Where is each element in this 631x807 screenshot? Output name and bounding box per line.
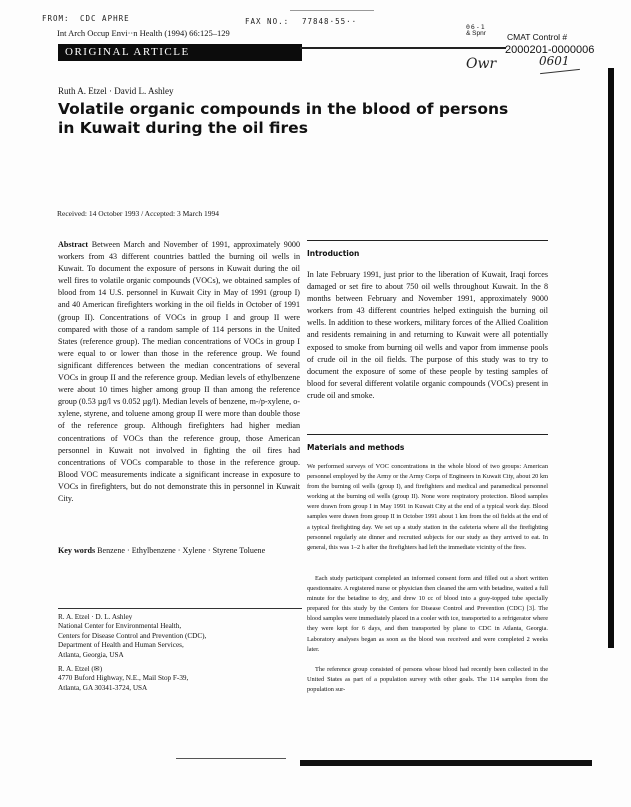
section-banner-label: ORIGINAL ARTICLE xyxy=(65,46,190,58)
keywords-text: Benzene · Ethylbenzene · Xylene · Styrene Toluene xyxy=(97,546,266,555)
journal-citation: Int Arch Occup Envi··n Health (1994) 66:125–129 xyxy=(57,28,230,38)
affiliation-line: Centers for Disease Control and Prevention (CDC), xyxy=(58,631,207,640)
article-authors: Ruth A. Etzel · David L. Ashley xyxy=(58,86,174,96)
scan-edge-bar xyxy=(608,68,614,648)
handwritten-note-left: Owr xyxy=(466,56,497,72)
cmat-control-number: 2000201-0000006 xyxy=(505,44,595,56)
correspondence-line: 4770 Buford Highway, N.E., Mail Stop F-39, xyxy=(58,674,189,683)
fax-number-label: FAX NO.: xyxy=(245,17,290,26)
section-banner xyxy=(58,44,302,61)
affiliation-line: Department of Health and Human Services, xyxy=(58,641,184,650)
fax-number-value: 77848·55·· xyxy=(302,17,358,26)
cmat-control-label: CMAT Control # xyxy=(507,32,568,42)
fax-stamp-line1: 06-1 xyxy=(466,23,486,31)
bottom-scan-bar xyxy=(300,757,592,766)
introduction-heading: Introduction xyxy=(307,249,360,258)
article-title: Volatile organic compounds in the blood of persons in Kuwait during the oil fires xyxy=(58,100,509,137)
correspondence-line: R. A. Etzel (✉) xyxy=(58,665,103,674)
article-received-date: Received: 14 October 1993 / Accepted: 3 March 1994 xyxy=(57,209,220,218)
affiliation-line: R. A. Etzel · D. L. Ashley xyxy=(58,613,133,621)
methods-rule xyxy=(307,434,548,435)
methods-paragraph: Each study participant completed an informed consent form and filled out a short written questionnaire. A registered nurse or physician then cleaned the arm with betadine, waited a full minute for the betadine to dry, and drew 10 cc of blood into a gray-topped tube specially prepared for this study by the Centers for Disease Control and Prevention (CDC) [3]. The blood samples were immediately placed in a cooler with ice, transported to a refrigerator where they were kept for 6 days, and then transported by plane to CDC in Atlanta, Georgia. Laboratory analyses began as soon as the blood was received and were completed 2 weeks later. xyxy=(307,575,548,653)
fax-from-value: CDC APHRE xyxy=(80,14,130,23)
fax-header-rule xyxy=(290,10,374,11)
correspondence-line: Atlanta, GA 30341-3724, USA xyxy=(58,683,148,692)
affiliation-block xyxy=(58,613,302,693)
abstract xyxy=(58,239,300,505)
bottom-scan-rule xyxy=(176,758,286,759)
methods-paragraph: The reference group consisted of persons whose blood had recently been collected in the United States as part of a population survey with other goals. The 114 samples from the population sur- xyxy=(307,666,548,694)
handwritten-underline xyxy=(540,69,580,74)
methods-heading: Materials and methods xyxy=(307,443,405,452)
affiliation-line: Atlanta, Georgia, USA xyxy=(58,650,124,659)
affiliation-line: National Center for Environmental Health, xyxy=(58,622,182,631)
introduction-rule xyxy=(307,240,548,241)
keywords-label: Key words xyxy=(58,546,96,555)
keywords xyxy=(58,545,300,557)
affiliation-divider xyxy=(58,608,302,609)
fax-stamp-line2: & Spnr xyxy=(466,30,486,37)
banner-rule xyxy=(300,47,506,49)
methods-paragraph: We performed surveys of VOC concentrations in the whole blood of two groups: American personnel employed by the Army or the Army Corps of Engineers in Kuwait City, about 20 km from the burning oil wells (group I), and firefighters and medical and paramedical personnel working at the burning oil wells (group II). None wore respiratory protection. Blood samples were drawn from group I in May 1991 in Kuwait City at the end of a typical work day. Blood samples were drawn from group II in October 1991 about 1 km from the oil fields at the end of a typical firefighting day. We set up a study station in the cafeteria where all the firefighting personnel regularly ate dinner and recruited subjects for our study as they arrived to eat. In general, this was 1–2 h after the firefighters had left the immediate vicinity of the fires. xyxy=(307,463,548,551)
abstract-text: Between March and November of 1991, approximately 9000 workers from 43 different countries battled the burning oil wells in Kuwait. To document the exposure of persons in Kuwait during the oil well fires to volatile organic compounds (VOCs), we obtained samples of blood from 14 U.S. personnel in Kuwait City in May of 1991 (group I) and 40 American firefighters working in the oil fields in October of 1991 (group II). Concentrations of VOCs in group I and group II were compared with those of a random sample of 114 persons in the United States (reference group). The median concentrations of VOCs in group I were equal to or lower than those in the reference group. We found significant differences between the median concentrations of several VOCs in group II and the reference group. Median levels of ethylbenzene were about 10 times higher among group II than among the reference group (0.53 µg/l vs 0.052 µg/l). Median levels of benzene, m-/p-xylene, o-xylene, styrene, and toluene among group II were more than double those of the reference group. Although firefighters had higher median concentrations of VOCs than the reference group, those American personnel in Kuwait not involved in fighting the oil fires had concentrations of VOCs comparable to those in the reference group. Blood VOC measurements indicate a significant increase in exposure to VOCs in firefighters, but do not demonstrate this in personnel in Kuwait City. xyxy=(58,240,300,503)
abstract-label: Abstract xyxy=(58,240,89,249)
handwritten-note-right: 0601 xyxy=(539,54,570,68)
fax-from-label: FROM: xyxy=(42,14,70,23)
introduction-text: In late February 1991, just prior to the liberation of Kuwait, Iraqi forces damaged or set fire to about 750 oil wells throughout Kuwait. In the 8 months between February and November 1991, approximately 9000 workers from 43 different countries helped extinguish the burning oil wells. In addition to these workers, military forces of the Allied Coalition and residents remaining in and returning to Kuwait were all potentially exposed to smoke from burning oil wells and vapor from immense pools of crude oil in the oil fields. The purpose of this study was to try to document the exposure of some of these people by testing samples of blood for several different volatile organic compounds (VOCs) present in crude oil and smoke. xyxy=(307,270,548,400)
